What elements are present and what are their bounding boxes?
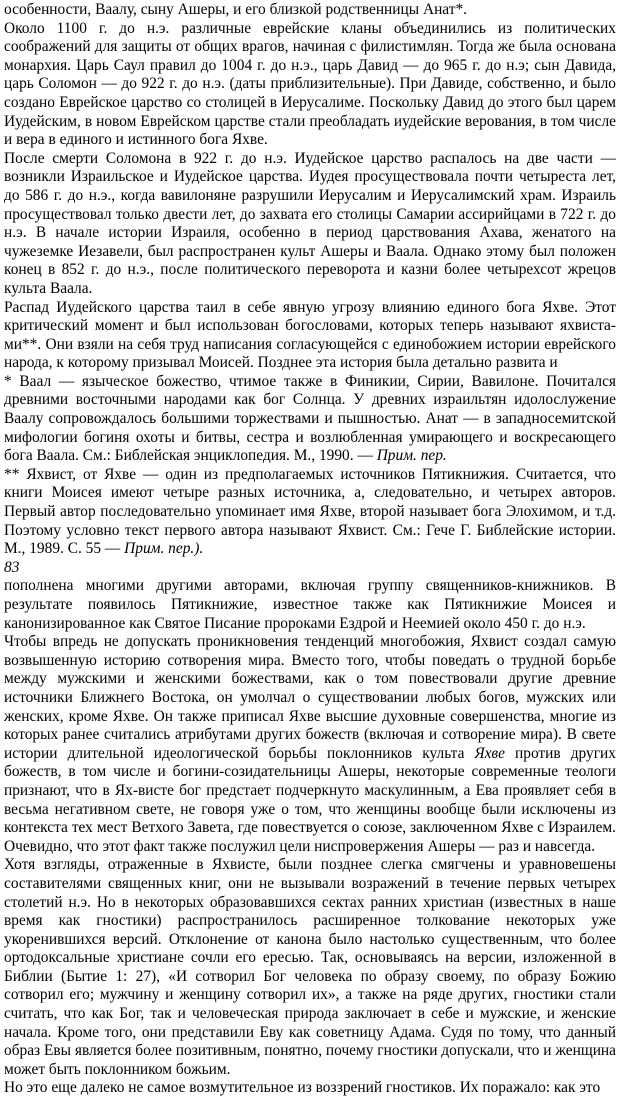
paragraph-yahwists: Распад Иудейского царства таил в себе явную угрозу влиянию единого бога Яхве. Этот критический момент и был использован богословами, которых теперь называют яхвиста-ми**. Они взяли на себя труд написания согласующейся с единобожием истории еврейского народа, к которому призывал Моисей. Позднее эта история была детально развита и bbox=[4, 298, 616, 372]
paragraph-division: После смерти Соломона в 922 г. до н.э. Иудейское царство распалось на две части — возникли Израильское и Иудейское царства. Иудея просуществовала почти четыреста лет, до 586 г. до н.э., когда вавилоняне разрушили Иерусалим и Иерусалимский храм. Израиль просуществовал только двести лет, до захвата его столицы Самарии ассирийцами в 722 г. до н.э. В начале истории Израиля, особенно в период царствования Ахава, женатого на чужеземке Иезавели, был распространен культ Ашеры и Ваала. Однако этому был положен конец в 852 г. до н.э., после политического переворота и казни более четырехсот жрецов культа Ваала. bbox=[4, 149, 616, 297]
page-number: 83 bbox=[4, 558, 20, 576]
paragraph-pentateuch: пополнена многими другими авторами, включая группу священников-книжников. В результате появилось Пятикнижие, известное также как Пятикнижие Моисея и канонизированное как Святое Писание пророками Ездрой и Неемией около 450 г. до н.э. bbox=[4, 577, 616, 632]
paragraph-closing: Но это еще далеко не самое возмутительное из воззрений гностиков. Их поражало: как это bbox=[4, 1079, 601, 1097]
paragraph-creation-text: Чтобы впредь не допускать проникновения тенденций многобожия, Яхвист создал самую возвышенную историю сотворения мира. Вместо того, чтобы поведать о трудной борьбе между мужскими и женскими божествами, как о том повествовали другие древние источники Ближнего Востока, он умолчал о существовании любых богов, мужских или женских, кроме Яхве. Он также приписал Яхве высшие духовные совершенства, многие из которых ранее считались атрибутами других божеств (включая и сотворение мира). В свете истории длительной идеологической борьбы поклонников культа bbox=[4, 633, 616, 762]
footnote-baal-text: * Ваал — языческое божество, чтимое также в Финикии, Сирии, Вавилоне. Почитался древними восточными народами как бог Солнца. У древних израильтян идолослужение Ваалу сопровождалось большими торжествами и пышностью. Анат — в западносемитской мифологии богиня охоты и битвы, сестра и возлюбленная умирающего и воскресающего бога Ваала. См.: Библейская энциклопедия. М., 1990. — bbox=[4, 372, 616, 465]
paragraph-creation bbox=[4, 633, 616, 856]
paragraph-creation-em: Яхве bbox=[474, 744, 505, 762]
footnote-yahwist-em: Прим. пер.). bbox=[124, 540, 204, 558]
paragraph-gnostics: Хотя взгляды, отраженные в Яхвисте, были позднее слегка смягчены и уравновешены составителями священных книг, они не вызывали возражений в течение первых четырех столетий н.э. Но в некоторых образовавшихся сектах ранних христиан (известных в наше время как гностики) распространилось расширенное толкование некоторых уже укоренившихся версий. Отклонение от канона было настолько существенным, что более ортодоксальные христиане сочли его ересью. Так, основываясь на версии, изложенной в Библии (Бытие 1: 27), «И сотворил Бог человека по образу своему, по образу Божию сотворил его; мужчину и женщину сотворил их», а также на ряде других, гностики стали считать, что как Бог, так и человеческая природа заключает в себе и мужские, и женские начала. Кроме того, они представили Еву как советницу Адама. Судя по тому, что данный образ Евы является более позитивным, понятно, почему гностики допускали, что и женщина может быть поклонником божьим. bbox=[4, 856, 616, 1078]
paragraph-creation-tail: против других божеств, в том числе и богини-созидательницы Ашеры, некоторые современные теологи признают, что в Ях-висте бог предстает подчеркнуто маскулинным, а Ева проявляет себя в весьма негативном свете, не говоря уже о том, что женщины вообще были исключены из контекста тех мест Ветхого Завета, где повествуется о союзе, заключенном Яхве с Израилем. Очевидно, что этот факт также послужил цели ниспровержения Ашеры — раз и навсегда. bbox=[4, 744, 616, 855]
footnote-baal bbox=[4, 373, 616, 466]
footnote-yahwist-text: ** Яхвист, от Яхве — один из предполагаемых источников Пятикнижия. Считается, что книги Моисея имеют четыре разных источника, а, следовательно, и четырех авторов. Первый автор последовательно упоминает имя Яхве, второй называет бога Элохимом, и т.д. Поэтому условно текст первого автора называют Яхвист. См.: Гече Г. Библейские истории. М., 1989. С. 55 — bbox=[4, 465, 616, 558]
footnote-baal-em: Прим. пер. bbox=[376, 447, 447, 465]
footnote-yahwist bbox=[4, 466, 616, 559]
paragraph-opening: особенности, Ваалу, сыну Ашеры, и его близкой родственницы Анат*. bbox=[4, 1, 468, 18]
paragraph-monarchy: Около 1100 г. до н.э. различные еврейские кланы объединились из политических соображений для защиты от общих врагов, начиная с филистимлян. Тогда же была основана монархия. Царь Саул правил до 1004 г. до н.э., царь Давид — до 965 г. до н.э; сын Давида, царь Соломон — до 922 г. до н.э. (даты приблизительные). При Давиде, собственно, и было создано Еврейское царство со столицей в Иерусалиме. Поскольку Давид до этого был царем Иудейским, в новом Еврейском царстве стали преобладать иудейские верования, в том числе и вера в единого и истинного бога Яхве. bbox=[4, 19, 616, 149]
